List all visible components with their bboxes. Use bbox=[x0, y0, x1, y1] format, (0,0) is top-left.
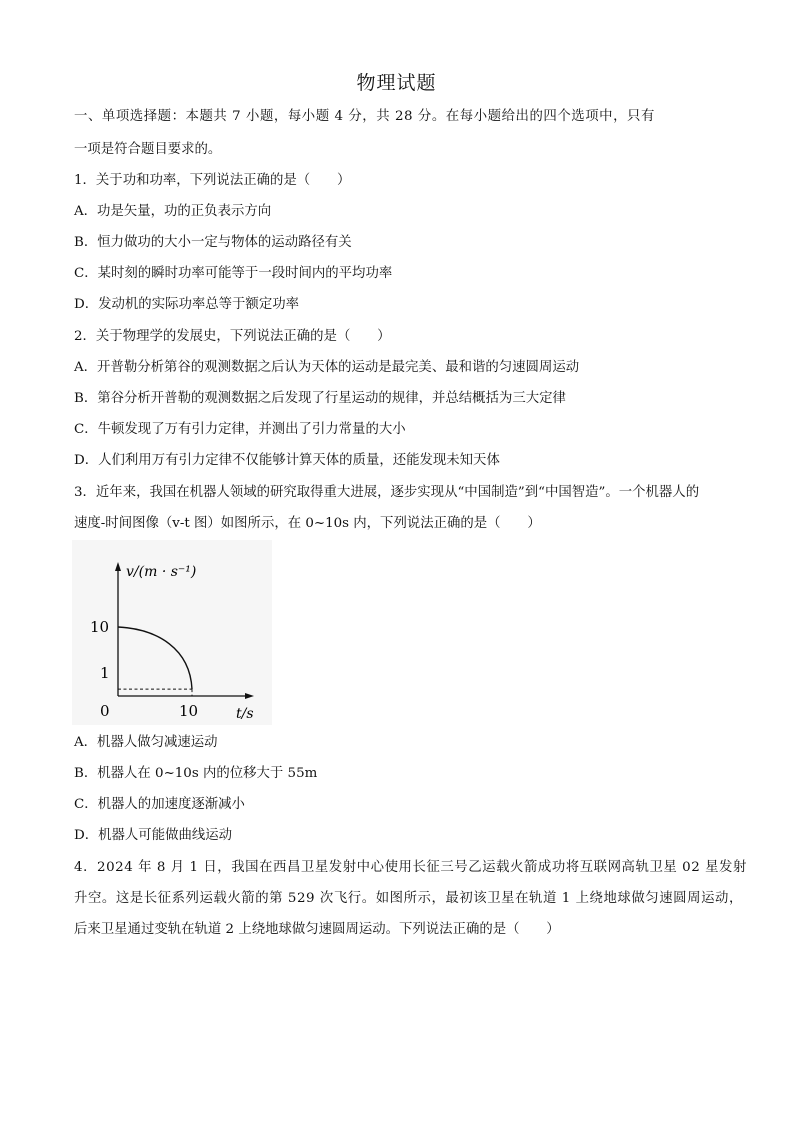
question-2-option-c: C．牛顿发现了万有引力定律，并测出了引力常量的大小 bbox=[74, 422, 406, 437]
question-3-option-c: C．机器人的加速度逐渐减小 bbox=[74, 797, 245, 812]
question-3-option-b: B．机器人在 0~10s 内的位移大于 55m bbox=[74, 766, 318, 781]
page-title: 物理试题 bbox=[356, 72, 437, 94]
question-4-stem-line-1: 4．2024 年 8 月 1 日，我国在西昌卫星发射中心使用长征三号乙运载火箭成功将互联网高轨卫星 02 星发射 bbox=[74, 860, 747, 875]
question-2-stem: 2．关于物理学的发展史，下列说法正确的是（ ） bbox=[74, 329, 391, 344]
x-axis-label: t/s bbox=[236, 706, 254, 722]
question-1-stem: 1．关于功和功率，下列说法正确的是（ ） bbox=[74, 173, 351, 188]
question-1-option-b: B．恒力做功的大小一定与物体的运动路径有关 bbox=[74, 235, 352, 250]
question-1-option-c: C．某时刻的瞬时功率可能等于一段时间内的平均功率 bbox=[74, 266, 393, 281]
section-heading-line-2: 一项是符合题目要求的。 bbox=[74, 142, 222, 157]
question-2-option-b: B．第谷分析开普勒的观测数据之后发现了行星运动的规律，并总结概括为三大定律 bbox=[74, 391, 566, 406]
question-1-option-a: A．功是矢量，功的正负表示方向 bbox=[74, 204, 272, 219]
section-heading-line-1: 一、单项选择题：本题共 7 小题，每小题 4 分，共 28 分。在每小题给出的四个选项中，只有 bbox=[74, 109, 655, 124]
y-axis-label: v/(m · s⁻¹) bbox=[126, 564, 197, 580]
origin-label: 0 bbox=[100, 702, 110, 720]
question-2-option-d: D．人们利用万有引力定律不仅能够计算天体的质量，还能发现未知天体 bbox=[74, 453, 500, 468]
question-4-stem-line-2: 升空。这是长征系列运载火箭的第 529 次飞行。如图所示，最初该卫星在轨道 1 上绕地球做匀速圆周运动， bbox=[74, 891, 743, 906]
x-tick-10: 10 bbox=[179, 702, 199, 720]
question-3-option-a: A．机器人做匀减速运动 bbox=[74, 735, 218, 750]
y-tick-1: 1 bbox=[100, 664, 110, 682]
question-3-stem-line-2: 速度-时间图像（v-t 图）如图所示，在 0~10s 内，下列说法正确的是（ ） bbox=[74, 516, 541, 531]
question-2-option-a: A．开普勒分析第谷的观测数据之后认为天体的运动是最完美、最和谐的匀速圆周运动 bbox=[74, 360, 580, 375]
question-4-stem-line-3: 后来卫星通过变轨在轨道 2 上绕地球做匀速圆周运动。下列说法正确的是（ ） bbox=[74, 922, 560, 937]
velocity-time-graph bbox=[72, 540, 272, 725]
question-3-stem-line-1: 3．近年来，我国在机器人领域的研究取得重大进展，逐步实现从“中国制造”到“中国智造”。一个机器人的 bbox=[74, 485, 700, 500]
question-3-option-d: D．机器人可能做曲线运动 bbox=[74, 828, 233, 843]
y-tick-10: 10 bbox=[90, 618, 110, 636]
question-1-option-d: D．发动机的实际功率总等于额定功率 bbox=[74, 297, 299, 312]
